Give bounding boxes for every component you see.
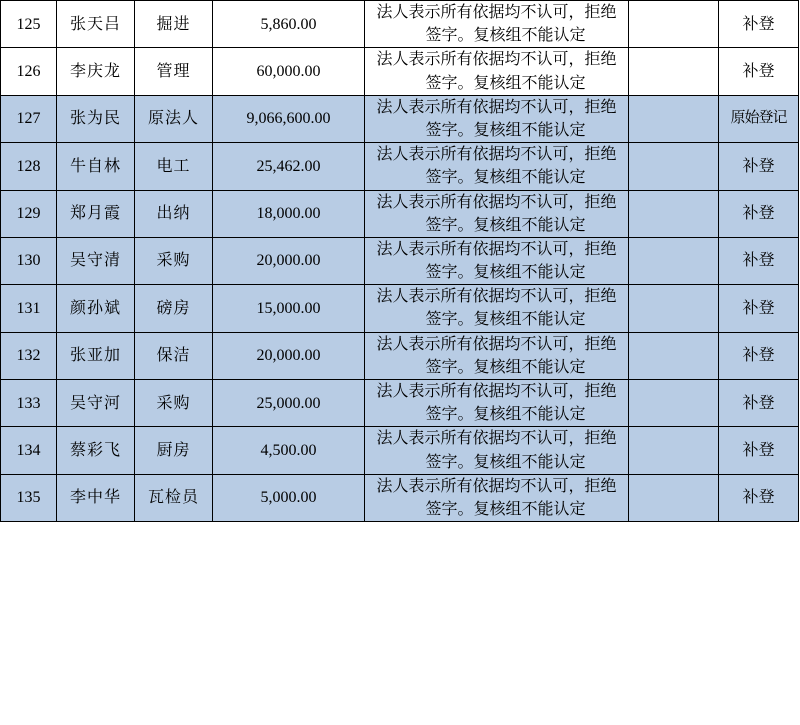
note-line-1: 法人表示所有依据均不认可，拒绝 bbox=[376, 193, 617, 211]
cell-role: 管理 bbox=[135, 48, 213, 95]
cell-blank bbox=[629, 427, 719, 474]
note-line-2: 签字。复核组不能认定 bbox=[425, 121, 586, 139]
cell-index: 128 bbox=[1, 143, 57, 190]
cell-role: 磅房 bbox=[135, 285, 213, 332]
cell-index: 133 bbox=[1, 380, 57, 427]
cell-note bbox=[365, 285, 629, 332]
cell-index: 135 bbox=[1, 474, 57, 521]
cell-person-name: 张亚加 bbox=[57, 332, 135, 379]
cell-blank bbox=[629, 95, 719, 142]
table-row bbox=[1, 190, 799, 237]
cell-blank bbox=[629, 48, 719, 95]
cell-role: 电工 bbox=[135, 143, 213, 190]
cell-status: 补登 bbox=[719, 1, 799, 48]
cell-role: 采购 bbox=[135, 380, 213, 427]
cell-blank bbox=[629, 474, 719, 521]
cell-index: 127 bbox=[1, 95, 57, 142]
note-line-2: 签字。复核组不能认定 bbox=[425, 406, 586, 424]
table-row bbox=[1, 95, 799, 142]
cell-amount: 20,000.00 bbox=[213, 237, 365, 284]
note-line-1: 法人表示所有依据均不认可，拒绝 bbox=[376, 98, 617, 116]
cell-status: 补登 bbox=[719, 332, 799, 379]
cell-person-name: 蔡彩飞 bbox=[57, 427, 135, 474]
cell-note bbox=[365, 190, 629, 237]
cell-amount: 15,000.00 bbox=[213, 285, 365, 332]
cell-blank bbox=[629, 190, 719, 237]
cell-status: 补登 bbox=[719, 474, 799, 521]
table-row bbox=[1, 427, 799, 474]
cell-status: 补登 bbox=[719, 190, 799, 237]
cell-amount: 18,000.00 bbox=[213, 190, 365, 237]
note-line-1: 法人表示所有依据均不认可，拒绝 bbox=[376, 146, 617, 164]
note-line-1: 法人表示所有依据均不认可，拒绝 bbox=[376, 335, 617, 353]
cell-status: 补登 bbox=[719, 237, 799, 284]
cell-note bbox=[365, 1, 629, 48]
note-line-1: 法人表示所有依据均不认可，拒绝 bbox=[376, 288, 617, 306]
note-line-1: 法人表示所有依据均不认可，拒绝 bbox=[376, 430, 617, 448]
table-row bbox=[1, 237, 799, 284]
cell-status: 补登 bbox=[719, 143, 799, 190]
note-line-2: 签字。复核组不能认定 bbox=[425, 216, 586, 234]
cell-role: 瓦检员 bbox=[135, 474, 213, 521]
note-line-2: 签字。复核组不能认定 bbox=[425, 169, 586, 187]
cell-blank bbox=[629, 1, 719, 48]
cell-amount: 5,860.00 bbox=[213, 1, 365, 48]
note-line-2: 签字。复核组不能认定 bbox=[425, 453, 586, 471]
cell-status: 原始登记 bbox=[719, 95, 799, 142]
cell-note bbox=[365, 237, 629, 284]
cell-index: 134 bbox=[1, 427, 57, 474]
note-line-2: 签字。复核组不能认定 bbox=[425, 264, 586, 282]
cell-blank bbox=[629, 237, 719, 284]
table-row bbox=[1, 1, 799, 48]
cell-amount: 20,000.00 bbox=[213, 332, 365, 379]
cell-role: 原法人 bbox=[135, 95, 213, 142]
cell-note bbox=[365, 427, 629, 474]
cell-amount: 25,462.00 bbox=[213, 143, 365, 190]
cell-amount: 9,066,600.00 bbox=[213, 95, 365, 142]
note-line-1: 法人表示所有依据均不认可，拒绝 bbox=[376, 4, 617, 21]
table-body bbox=[1, 1, 799, 522]
cell-status: 补登 bbox=[719, 285, 799, 332]
cell-status: 补登 bbox=[719, 48, 799, 95]
table-row bbox=[1, 143, 799, 190]
cell-amount: 25,000.00 bbox=[213, 380, 365, 427]
cell-amount: 60,000.00 bbox=[213, 48, 365, 95]
table-row bbox=[1, 48, 799, 95]
cell-note bbox=[365, 332, 629, 379]
cell-amount: 5,000.00 bbox=[213, 474, 365, 521]
table-row bbox=[1, 380, 799, 427]
note-line-1: 法人表示所有依据均不认可，拒绝 bbox=[376, 477, 617, 495]
cell-role: 采购 bbox=[135, 237, 213, 284]
cell-role: 掘进 bbox=[135, 1, 213, 48]
cell-note bbox=[365, 95, 629, 142]
cell-index: 130 bbox=[1, 237, 57, 284]
note-line-2: 签字。复核组不能认定 bbox=[425, 74, 586, 92]
note-line-1: 法人表示所有依据均不认可，拒绝 bbox=[376, 240, 617, 258]
cell-person-name: 吴守清 bbox=[57, 237, 135, 284]
note-line-1: 法人表示所有依据均不认可，拒绝 bbox=[376, 51, 617, 69]
table-row bbox=[1, 332, 799, 379]
cell-blank bbox=[629, 285, 719, 332]
cell-note bbox=[365, 48, 629, 95]
cell-role: 出纳 bbox=[135, 190, 213, 237]
cell-index: 132 bbox=[1, 332, 57, 379]
cell-note bbox=[365, 143, 629, 190]
cell-person-name: 牛自林 bbox=[57, 143, 135, 190]
cell-index: 131 bbox=[1, 285, 57, 332]
cell-blank bbox=[629, 143, 719, 190]
cell-person-name: 张为民 bbox=[57, 95, 135, 142]
cell-index: 129 bbox=[1, 190, 57, 237]
cell-person-name: 李庆龙 bbox=[57, 48, 135, 95]
cell-role: 保洁 bbox=[135, 332, 213, 379]
note-line-2: 签字。复核组不能认定 bbox=[425, 311, 586, 329]
table-row bbox=[1, 474, 799, 521]
note-line-1: 法人表示所有依据均不认可，拒绝 bbox=[376, 383, 617, 400]
cell-role: 厨房 bbox=[135, 427, 213, 474]
cell-person-name: 李中华 bbox=[57, 474, 135, 521]
cell-blank bbox=[629, 332, 719, 379]
table-row bbox=[1, 285, 799, 332]
cell-index: 125 bbox=[1, 1, 57, 48]
cell-note bbox=[365, 380, 629, 427]
cell-status: 补登 bbox=[719, 427, 799, 474]
cell-person-name: 颜孙斌 bbox=[57, 285, 135, 332]
cell-person-name: 张天吕 bbox=[57, 1, 135, 48]
cell-index: 126 bbox=[1, 48, 57, 95]
cell-person-name: 郑月霞 bbox=[57, 190, 135, 237]
cell-amount: 4,500.00 bbox=[213, 427, 365, 474]
cell-note bbox=[365, 474, 629, 521]
cell-blank bbox=[629, 380, 719, 427]
cell-person-name: 吴守河 bbox=[57, 380, 135, 427]
note-line-2: 签字。复核组不能认定 bbox=[425, 27, 586, 45]
note-line-2: 签字。复核组不能认定 bbox=[425, 500, 586, 518]
note-line-2: 签字。复核组不能认定 bbox=[425, 358, 586, 376]
cell-status: 补登 bbox=[719, 380, 799, 427]
